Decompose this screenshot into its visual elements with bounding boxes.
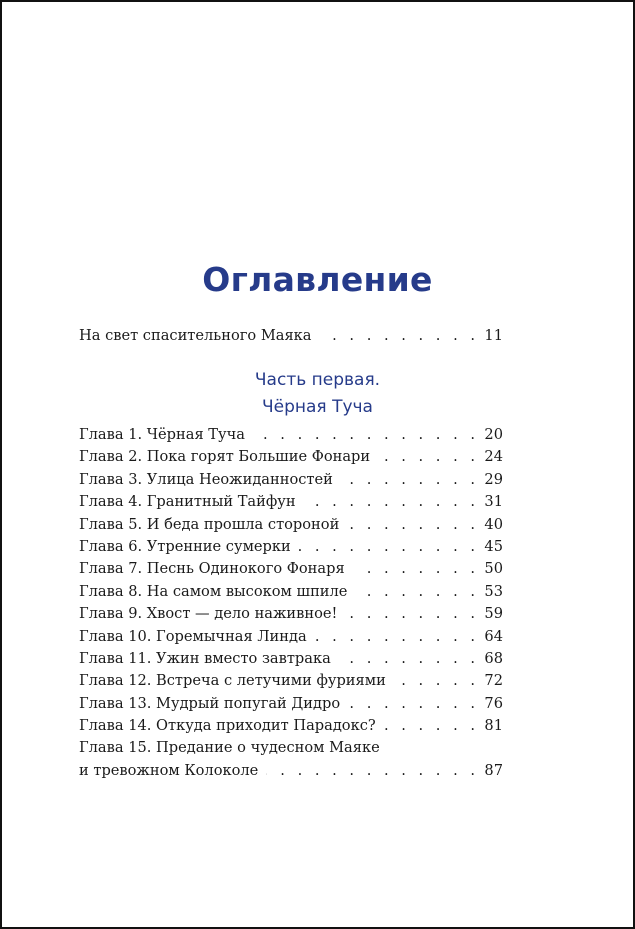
toc-entry-page: 59 — [484, 605, 503, 623]
toc-entry-label: Глава 8. На самом высоком шпиле — [79, 582, 348, 600]
toc-entry-chapter-5 — [79, 514, 503, 536]
toc-entry-label: Глава 1. Чёрная Туча — [79, 426, 245, 443]
toc-entry-chapter-7 — [79, 558, 503, 580]
toc-entry-chapter-14 — [79, 715, 503, 737]
toc-entry-page: 87 — [484, 761, 503, 779]
toc-entry-page: 76 — [484, 694, 503, 712]
chapter-list — [79, 424, 503, 782]
dot-leader — [348, 693, 479, 715]
dot-leader — [347, 514, 479, 536]
toc-entry-chapter-6 — [79, 536, 503, 558]
toc-entry-chapter-15-line1: Глава 15. Предание о чудесном Маяке — [79, 739, 380, 757]
toc-entry-chapter-9 — [79, 603, 503, 625]
dot-leader — [320, 325, 480, 347]
part-label: Часть первая. — [254, 370, 381, 390]
toc-entry-label: На свет спасительного Маяка — [79, 327, 312, 344]
toc-entry-page: 40 — [484, 515, 503, 533]
toc-entry-label: Глава 11. Ужин вместо завтрака — [79, 649, 331, 667]
toc-entry-label: Глава 5. И беда прошла стороной — [79, 515, 340, 533]
toc-entry-page: 29 — [484, 470, 503, 488]
toc-entry-prologue — [79, 325, 503, 347]
toc-entry-chapter-2 — [79, 446, 503, 468]
toc-entry-page: 64 — [484, 627, 503, 645]
toc-entry-chapter-4 — [79, 491, 503, 513]
dot-leader — [384, 715, 479, 737]
toc-entry-page: 68 — [484, 649, 503, 667]
toc-entry-label: Глава 10. Горемычная Линда — [79, 627, 307, 645]
dot-leader — [378, 446, 479, 468]
dot-leader — [345, 603, 479, 625]
toc-entry-label: Глава 9. Хвост — дело наживное! — [79, 605, 338, 623]
toc-entry-label: Глава 12. Встреча с летучими фуриями — [79, 672, 386, 690]
part-name: Чёрная Туча — [262, 397, 373, 417]
dot-leader — [341, 469, 479, 491]
toc-entry-chapter-10 — [79, 626, 503, 648]
toc-entry-page: 20 — [484, 426, 503, 443]
dot-leader — [299, 536, 479, 558]
toc-entry-label: Глава 3. Улица Неожиданностей — [79, 470, 333, 488]
dot-leader — [355, 581, 479, 603]
toc-entry-page: 72 — [484, 672, 503, 690]
toc-entry-page: 53 — [484, 582, 503, 600]
dot-leader — [339, 648, 479, 670]
toc-entry-page: 24 — [484, 448, 503, 466]
dot-leader — [394, 670, 479, 692]
toc-entry-label: Глава 14. Откуда приходит Парадокс? — [79, 717, 376, 735]
toc-entry-page: 50 — [484, 560, 503, 578]
dot-leader — [266, 760, 479, 782]
toc-entry-page: 31 — [484, 493, 503, 511]
toc-entry-chapter-3 — [79, 469, 503, 491]
toc-entry-chapter-11 — [79, 648, 503, 670]
toc-entry-chapter-1 — [79, 424, 503, 446]
toc-entry-page: 45 — [484, 537, 503, 555]
toc-entry-label: Глава 6. Утренние сумерки — [79, 537, 291, 555]
toc-entry-chapter-13 — [79, 693, 503, 715]
toc-entry-label: и тревожном Колоколе — [79, 761, 259, 779]
toc-entry-label: Глава 13. Мудрый попугай Дидро — [79, 694, 341, 712]
toc-entry-label: Глава 7. Песнь Одинокого Фонаря — [79, 560, 345, 578]
dot-leader — [304, 491, 479, 513]
toc-entry-chapter-12 — [79, 670, 503, 692]
prologue-entry — [79, 325, 503, 347]
dot-leader — [315, 626, 479, 648]
toc-entry-page: 11 — [484, 327, 503, 344]
toc-entry-label: Глава 4. Гранитный Тайфун — [79, 493, 296, 511]
toc-entry-chapter-8 — [79, 581, 503, 603]
page-title: Оглавление — [202, 260, 433, 299]
toc-entry-chapter-15 — [79, 760, 503, 782]
toc-entry-label: Глава 2. Пока горят Большие Фонари — [79, 448, 371, 466]
toc-entry-page: 81 — [484, 717, 503, 735]
dot-leader — [353, 558, 479, 580]
dot-leader — [253, 424, 479, 446]
